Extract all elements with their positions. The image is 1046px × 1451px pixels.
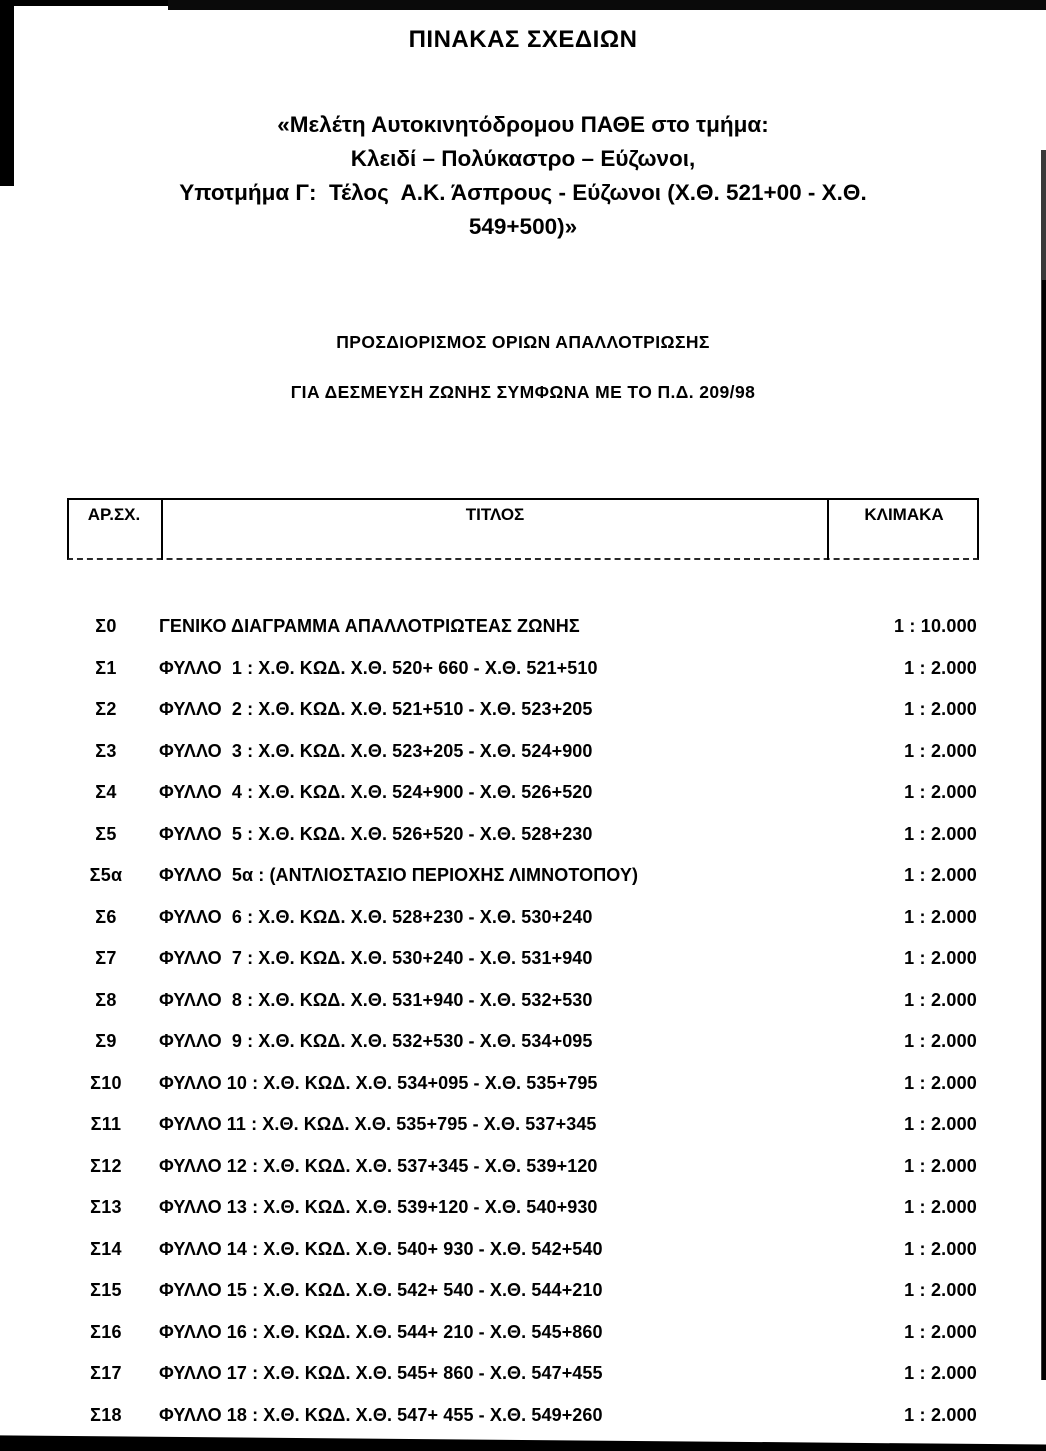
drawing-scale: 1 : 2.000 xyxy=(904,1280,977,1300)
drawing-scale: 1 : 2.000 xyxy=(904,989,977,1010)
drawing-number: Σ17 xyxy=(90,1363,122,1383)
table-row xyxy=(53,990,993,1032)
study-title-line-1: «Μελέτη Αυτοκινητόδρομου ΠΑΘΕ στο τμήμα: xyxy=(277,112,769,137)
table-row xyxy=(53,1363,993,1405)
study-title-line-2: Κλειδί – Πολύκαστρο – Εύζωνοι, xyxy=(350,146,696,171)
drawing-title: ΦΥΛΛΟ 3 : Χ.Θ. ΚΩΔ. Χ.Θ. 523+205 - Χ.Θ. 524+900 xyxy=(159,740,593,761)
table-row xyxy=(53,948,993,990)
table-row xyxy=(53,699,993,741)
drawing-title: ΦΥΛΛΟ 11 : Χ.Θ. ΚΩΔ. Χ.Θ. 535+795 - Χ.Θ. 537+345 xyxy=(159,1114,597,1134)
drawing-scale: 1 : 2.000 xyxy=(904,1404,977,1425)
drawing-number: Σ8 xyxy=(95,989,117,1010)
study-title-block xyxy=(0,108,1046,244)
table-row xyxy=(53,1280,993,1322)
purpose-block xyxy=(0,332,1046,403)
drawing-scale: 1 : 2.000 xyxy=(904,1363,977,1383)
table-row xyxy=(53,907,993,949)
drawing-number: Σ9 xyxy=(95,1031,117,1051)
drawing-number: Σ12 xyxy=(90,1155,122,1176)
table-row xyxy=(53,1197,993,1239)
purpose-line-1: ΠΡΟΣΔΙΟΡΙΣΜΟΣ ΟΡΙΩΝ ΑΠΑΛΛΟΤΡΙΩΣΗΣ xyxy=(336,332,710,352)
drawing-number: Σ15 xyxy=(90,1280,122,1300)
table-row xyxy=(53,741,993,783)
drawing-title: ΦΥΛΛΟ 7 : Χ.Θ. ΚΩΔ. Χ.Θ. 530+240 - Χ.Θ. 531+940 xyxy=(159,948,593,968)
drawing-number: Σ2 xyxy=(95,699,117,719)
drawing-title: ΦΥΛΛΟ 2 : Χ.Θ. ΚΩΔ. Χ.Θ. 521+510 - Χ.Θ. 523+205 xyxy=(159,699,593,719)
table-row xyxy=(53,1156,993,1198)
drawing-title: ΦΥΛΛΟ 9 : Χ.Θ. ΚΩΔ. Χ.Θ. 532+530 - Χ.Θ. 534+095 xyxy=(159,1031,593,1051)
study-title-line-4: 549+500)» xyxy=(468,214,578,239)
drawing-scale: 1 : 2.000 xyxy=(904,1072,977,1093)
purpose-line-2: ΓΙΑ ΔΕΣΜΕΥΣΗ ΖΩΝΗΣ ΣΥΜΦΩΝΑ ΜΕ ΤΟ Π.Δ. 209/98 xyxy=(290,382,756,402)
table-row xyxy=(53,824,993,866)
drawing-number: Σ14 xyxy=(90,1238,122,1259)
drawing-scale: 1 : 2.000 xyxy=(904,865,977,885)
drawing-title: ΦΥΛΛΟ 4 : Χ.Θ. ΚΩΔ. Χ.Θ. 524+900 - Χ.Θ. 526+520 xyxy=(159,782,593,802)
table-row xyxy=(53,1073,993,1115)
table-row xyxy=(53,782,993,824)
drawing-number: Σ1 xyxy=(95,657,117,678)
drawing-title: ΦΥΛΛΟ 13 : Χ.Θ. ΚΩΔ. Χ.Θ. 539+120 - Χ.Θ. 540+930 xyxy=(159,1197,598,1217)
drawing-scale: 1 : 2.000 xyxy=(904,948,977,968)
drawing-title: ΦΥΛΛΟ 12 : Χ.Θ. ΚΩΔ. Χ.Θ. 537+345 - Χ.Θ. 539+120 xyxy=(159,1155,598,1176)
table-row xyxy=(53,658,993,700)
drawing-number: Σ13 xyxy=(90,1197,122,1217)
drawing-title: ΦΥΛΛΟ 18 : Χ.Θ. ΚΩΔ. Χ.Θ. 547+ 455 - Χ.Θ. 549+260 xyxy=(159,1404,603,1425)
drawing-scale: 1 : 2.000 xyxy=(904,823,977,844)
drawing-title: ΦΥΛΛΟ 1 : Χ.Θ. ΚΩΔ. Χ.Θ. 520+ 660 - Χ.Θ. 521+510 xyxy=(159,657,598,678)
drawing-number: Σ5α xyxy=(89,865,123,885)
drawing-title: ΦΥΛΛΟ 17 : Χ.Θ. ΚΩΔ. Χ.Θ. 545+ 860 - Χ.Θ. 547+455 xyxy=(159,1363,603,1383)
drawing-title: ΦΥΛΛΟ 5 : Χ.Θ. ΚΩΔ. Χ.Θ. 526+520 - Χ.Θ. 528+230 xyxy=(159,823,593,844)
drawing-scale: 1 : 2.000 xyxy=(904,1114,977,1134)
drawing-title: ΓΕΝΙΚΟ ΔΙΑΓΡΑΜΜΑ ΑΠΑΛΛΟΤΡΙΩΤΕΑΣ ΖΩΝΗΣ xyxy=(159,616,580,636)
drawings-table-header xyxy=(67,498,979,560)
drawing-scale: 1 : 2.000 xyxy=(904,699,977,719)
table-row xyxy=(53,1114,993,1156)
study-title-line-3: Υποτμήμα Γ: Τέλος Α.Κ. Άσπρους - Εύζωνοι (Χ.Θ. 521+00 - Χ.Θ. xyxy=(179,180,867,205)
drawing-title: ΦΥΛΛΟ 5α : (ΑΝΤΛΙΟΣΤΑΣΙΟ ΠΕΡΙΟΧΗΣ ΛΙΜΝΟΤΟΠΟΥ) xyxy=(159,865,639,885)
drawing-scale: 1 : 2.000 xyxy=(904,1031,977,1051)
drawing-number: Σ7 xyxy=(95,948,117,968)
table-row xyxy=(53,1031,993,1073)
drawing-number: Σ11 xyxy=(90,1114,122,1134)
drawing-scale: 1 : 2.000 xyxy=(904,906,977,927)
drawing-number: Σ3 xyxy=(95,740,117,761)
page-title: ΠΙΝΑΚΑΣ ΣΧΕΔΙΩΝ xyxy=(408,26,638,53)
drawing-scale: 1 : 2.000 xyxy=(904,657,977,678)
table-row xyxy=(53,1405,993,1447)
drawing-scale: 1 : 2.000 xyxy=(904,1155,977,1176)
drawing-title: ΦΥΛΛΟ 6 : Χ.Θ. ΚΩΔ. Χ.Θ. 528+230 - Χ.Θ. 530+240 xyxy=(159,906,593,927)
drawing-number: Σ18 xyxy=(90,1404,122,1425)
drawing-scale: 1 : 2.000 xyxy=(904,740,977,761)
drawing-title: ΦΥΛΛΟ 16 : Χ.Θ. ΚΩΔ. Χ.Θ. 544+ 210 - Χ.Θ. 545+860 xyxy=(159,1321,603,1342)
table-row xyxy=(53,865,993,907)
drawing-number: Σ6 xyxy=(95,906,117,927)
drawing-scale: 1 : 2.000 xyxy=(904,782,977,802)
table-row xyxy=(53,616,993,658)
drawing-title: ΦΥΛΛΟ 10 : Χ.Θ. ΚΩΔ. Χ.Θ. 534+095 - Χ.Θ. 535+795 xyxy=(159,1072,598,1093)
drawing-number: Σ16 xyxy=(90,1321,122,1342)
drawing-title: ΦΥΛΛΟ 14 : Χ.Θ. ΚΩΔ. Χ.Θ. 540+ 930 - Χ.Θ. 542+540 xyxy=(159,1238,603,1259)
drawing-number: Σ0 xyxy=(95,616,117,636)
drawing-scale: 1 : 10.000 xyxy=(893,616,977,636)
drawing-scale: 1 : 2.000 xyxy=(904,1321,977,1342)
drawings-table-body xyxy=(53,616,993,1446)
drawing-title: ΦΥΛΛΟ 15 : Χ.Θ. ΚΩΔ. Χ.Θ. 542+ 540 - Χ.Θ. 544+210 xyxy=(159,1280,603,1300)
drawing-number: Σ5 xyxy=(95,823,117,844)
column-header-number: ΑΡ.ΣΧ. xyxy=(67,498,163,560)
column-header-title: ΤΙΤΛΟΣ xyxy=(163,498,829,560)
drawing-number: Σ10 xyxy=(90,1072,122,1093)
drawing-scale: 1 : 2.000 xyxy=(904,1238,977,1259)
table-row xyxy=(53,1239,993,1281)
column-header-scale: ΚΛΙΜΑΚΑ xyxy=(864,505,944,524)
drawing-title: ΦΥΛΛΟ 8 : Χ.Θ. ΚΩΔ. Χ.Θ. 531+940 - Χ.Θ. 532+530 xyxy=(159,989,593,1010)
drawing-number: Σ4 xyxy=(95,782,117,802)
drawing-scale: 1 : 2.000 xyxy=(904,1197,977,1217)
table-row xyxy=(53,1322,993,1364)
